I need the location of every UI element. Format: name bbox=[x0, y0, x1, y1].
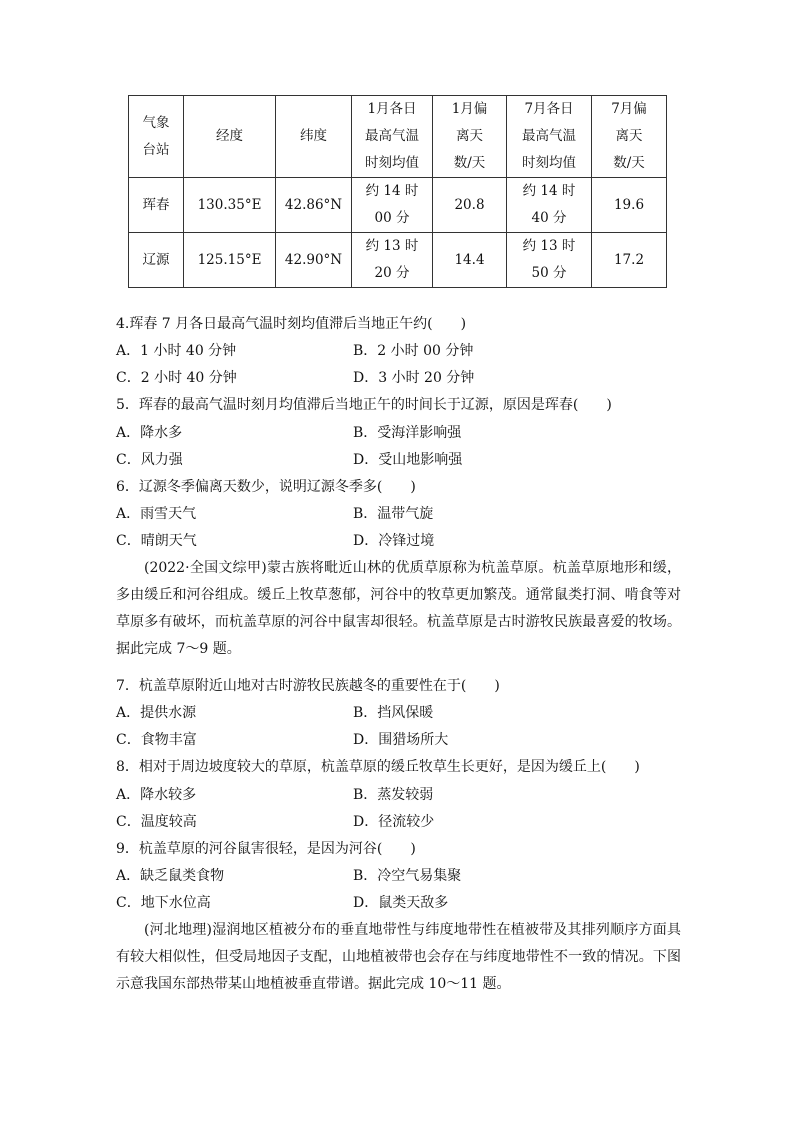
question-9-stem: 9．杭盖草原的河谷鼠害很轻，是因为河谷( ) bbox=[116, 841, 416, 857]
question-9-option-b: B．冷空气易集聚 bbox=[353, 868, 462, 884]
question-9-option-a: A．缺乏鼠类食物 bbox=[116, 868, 225, 884]
header-longitude: 经度 bbox=[184, 96, 276, 178]
question-6-option-a: A．雨雪天气 bbox=[116, 506, 197, 522]
cell-jul-time: 约 13 时 50 分 bbox=[507, 233, 592, 288]
question-6-option-c: C．晴朗天气 bbox=[116, 533, 197, 549]
passage-hebei-vegetation: (河北地理)湿润地区植被分布的垂直地带性与纬度地带性在植被带及其排列顺序方面具有较大相似性，但受局地因子支配，山地植被带也会存在与纬度地带性不一致的情况。下图示意我国东部热带某山地植被垂直带谱。据此完成 10～11 题。 bbox=[116, 922, 681, 992]
table-header-row bbox=[129, 96, 667, 178]
header-jul-days: 7月偏 离天 数/天 bbox=[592, 96, 667, 178]
header-jan-time: 1月各日 最高气温 时刻均值 bbox=[352, 96, 433, 178]
question-7-option-b: B．挡风保暖 bbox=[353, 705, 434, 721]
question-8-stem: 8．相对于周边坡度较大的草原，杭盖草原的缓丘牧草生长更好，是因为缓丘上( ) bbox=[116, 759, 640, 775]
question-4-option-b: B．2 小时 00 分钟 bbox=[353, 343, 474, 359]
question-4-option-a: A．1 小时 40 分钟 bbox=[116, 343, 237, 359]
question-9-option-d: D．鼠类天敌多 bbox=[353, 895, 449, 911]
passage-hangai-grassland: (2022·全国文综甲)蒙古族将毗近山林的优质草原称为杭盖草原。杭盖草原地形和缓，多由缓丘和河谷组成。缓丘上牧草葱郁，河谷中的牧草更加繁茂。通常鼠类打洞、啃食等对草原多有破坏，而杭盖草原的河谷中鼠害却很轻。杭盖草原是古时游牧民族最喜爱的牧场。据此完成 7～9 题。 bbox=[116, 560, 681, 657]
cell-jul-days: 17.2 bbox=[592, 233, 667, 288]
question-7-option-a: A．提供水源 bbox=[116, 705, 197, 721]
cell-jul-time: 约 14 时 40 分 bbox=[507, 178, 592, 233]
question-7-option-d: D．围猎场所大 bbox=[353, 732, 449, 748]
cell-jan-days: 14.4 bbox=[433, 233, 507, 288]
question-9-option-c: C．地下水位高 bbox=[116, 895, 211, 911]
cell-station: 珲春 bbox=[129, 178, 184, 233]
cell-longitude: 130.35°E bbox=[184, 178, 276, 233]
question-6-option-d: D．冷锋过境 bbox=[353, 533, 435, 549]
question-7-stem: 7．杭盖草原附近山地对古时游牧民族越冬的重要性在于( ) bbox=[116, 678, 500, 694]
question-5-option-d: D．受山地影响强 bbox=[353, 452, 463, 468]
table-row bbox=[129, 233, 667, 288]
question-5-option-a: A．降水多 bbox=[116, 425, 183, 441]
question-5-stem: 5．珲春的最高气温时刻月均值滞后当地正午的时间长于辽源，原因是珲春( ) bbox=[116, 397, 612, 413]
question-4-option-d: D．3 小时 20 分钟 bbox=[353, 370, 475, 386]
question-6-stem: 6．辽源冬季偏离天数少，说明辽源冬季多( ) bbox=[116, 479, 416, 495]
question-8-option-a: A．降水较多 bbox=[116, 787, 197, 803]
cell-jan-time: 约 13 时 20 分 bbox=[352, 233, 433, 288]
header-station: 气象 台站 bbox=[129, 96, 184, 178]
question-8-option-c: C．温度较高 bbox=[116, 814, 197, 830]
question-4-option-c: C．2 小时 40 分钟 bbox=[116, 370, 237, 386]
question-8-option-b: B．蒸发较弱 bbox=[353, 787, 434, 803]
cell-jan-days: 20.8 bbox=[433, 178, 507, 233]
question-5-option-c: C．风力强 bbox=[116, 452, 183, 468]
question-4-stem: 4.珲春 7 月各日最高气温时刻均值滞后当地正午约( ) bbox=[116, 316, 467, 332]
question-7-option-c: C．食物丰富 bbox=[116, 732, 197, 748]
header-jan-days: 1月偏 离天 数/天 bbox=[433, 96, 507, 178]
cell-jan-time: 约 14 时 00 分 bbox=[352, 178, 433, 233]
cell-station: 辽源 bbox=[129, 233, 184, 288]
cell-jul-days: 19.6 bbox=[592, 178, 667, 233]
cell-latitude: 42.90°N bbox=[276, 233, 352, 288]
header-latitude: 纬度 bbox=[276, 96, 352, 178]
table-row bbox=[129, 178, 667, 233]
question-6-option-b: B．温带气旋 bbox=[353, 506, 434, 522]
question-5-option-b: B．受海洋影响强 bbox=[353, 425, 462, 441]
cell-latitude: 42.86°N bbox=[276, 178, 352, 233]
header-jul-time: 7月各日 最高气温 时刻均值 bbox=[507, 96, 592, 178]
question-8-option-d: D．径流较少 bbox=[353, 814, 435, 830]
cell-longitude: 125.15°E bbox=[184, 233, 276, 288]
weather-station-table bbox=[128, 95, 667, 288]
